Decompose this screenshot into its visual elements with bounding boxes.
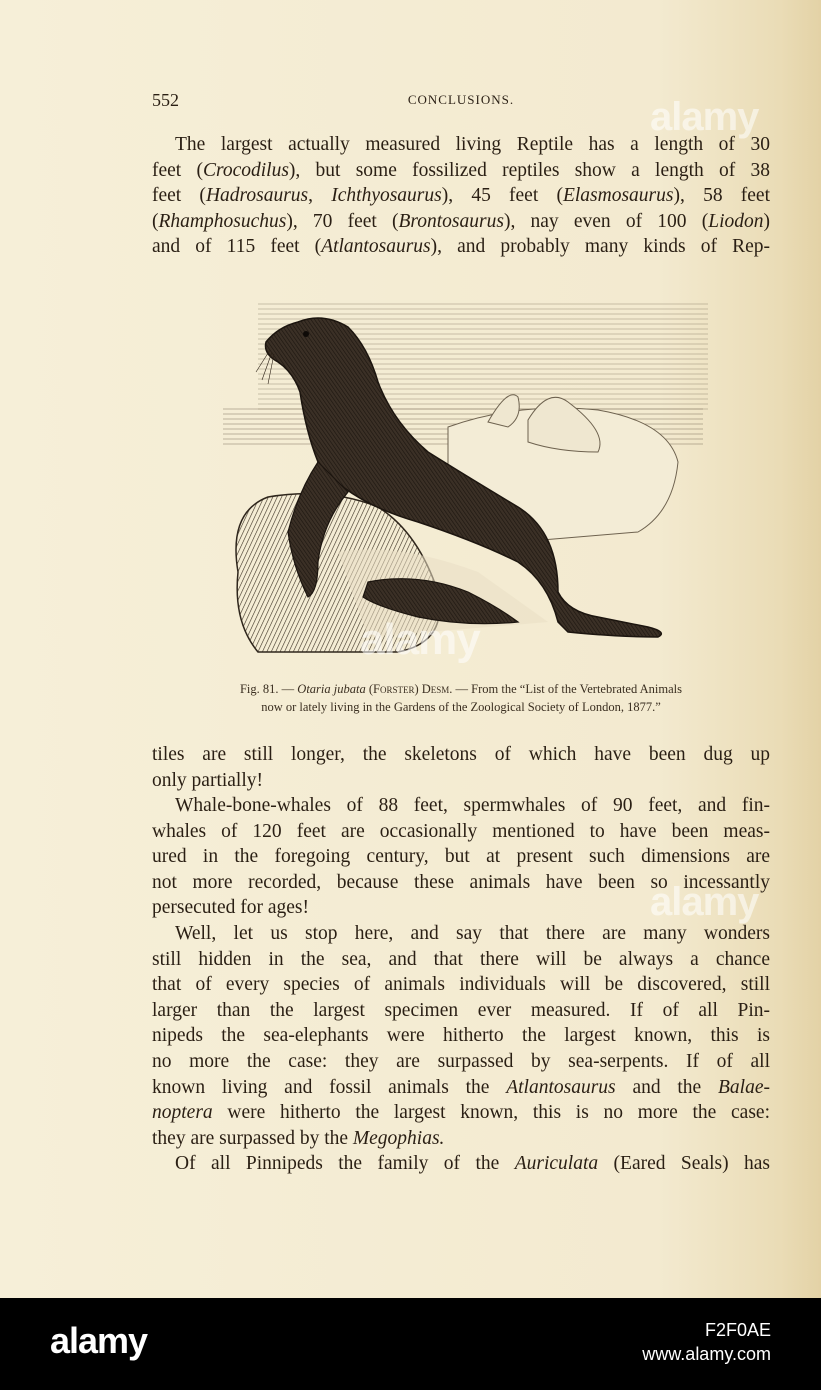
text-line: Well, let us stop here, and say that there are many wonders [175,923,770,944]
caption-line-2: now or lately living in the Gardens of the Zoological Society of London, 1877.” [261,700,661,714]
figure-sea-lion [218,292,708,664]
paragraph-4 [152,921,770,1151]
text-line: (Rhamphosuchus), 70 feet (Brontosaurus), nay even of 100 (Liodon) [152,210,770,232]
running-title: CONCLUSIONS. [407,92,515,107]
eye [303,331,309,337]
text-line: Whale-bone-whales of 88 feet, spermwhales of 90 feet, and fin- [175,795,770,816]
text-line: ured in the foregoing century, but at present such dimensions are [152,846,770,868]
site-url: www.alamy.com [642,1344,771,1364]
text-line: nipeds the sea-elephants were hitherto the largest known, this is [152,1025,770,1047]
caption-line-1 [152,680,770,698]
caption-species: Otaria jubata [297,682,366,696]
text-line: larger than the largest specimen ever measured. If of all Pin- [152,999,770,1021]
image-id-block [642,1318,771,1366]
text-line: not more recorded, because these animals have been so incessantly [152,871,770,893]
paragraph-2 [152,742,770,793]
text-line: tiles are still longer, the skeletons of which have been dug up [152,744,770,765]
caption-author: (Forster) Desm. [368,682,453,696]
page-number: 552 [152,90,179,110]
text-line: Of all Pinnipeds the family of the Auriculata (Eared Seals) has [175,1153,770,1174]
figure-caption [152,680,770,716]
watermark-center: alamy [360,615,480,664]
caption-fig-label: Fig. 81. — [239,682,295,696]
alamy-logo: alamy [50,1320,148,1361]
text-line: only partially! [152,769,264,791]
text-line: still hidden in the sea, and that there will be always a chance [152,948,770,970]
text-line: whales of 120 feet are occasionally mentioned to have been meas- [152,820,770,842]
watermark-mid-right: alamy [650,880,759,924]
caption-source: — From the “List of the Vertebrated Animals [455,682,683,696]
paragraph-1 [152,132,770,260]
stock-footer-bar [0,1298,821,1390]
text-line: that of every species of animals individuals will be discovered, still [152,974,770,996]
text-line: feet (Hadrosaurus, Ichthyosaurus), 45 feet (Elasmosaurus), 58 feet [152,185,771,207]
text-line: no more the case: they are surpassed by sea-serpents. If of all [152,1050,770,1072]
paragraph-5 [152,1151,770,1177]
text-line: they are surpassed by the Megophias. [152,1127,445,1149]
text-line: known living and fossil animals the Atlantosaurus and the Balae- [152,1076,770,1098]
text-line: and of 115 feet (Atlantosaurus), and probably many kinds of Rep- [152,236,770,258]
text-line: persecuted for ages! [152,897,309,919]
text-line: feet (Crocodilus), but some fossilized reptiles show a length of 38 [152,159,771,181]
text-line: noptera were hitherto the largest known, this is no more the case: [152,1102,770,1124]
sea-lion-engraving [218,292,708,664]
watermark-top-right: alamy [650,95,759,139]
image-id: F2F0AE [704,1320,771,1340]
text-line: The largest actually measured living Reptile has a length of 30 [175,134,770,155]
